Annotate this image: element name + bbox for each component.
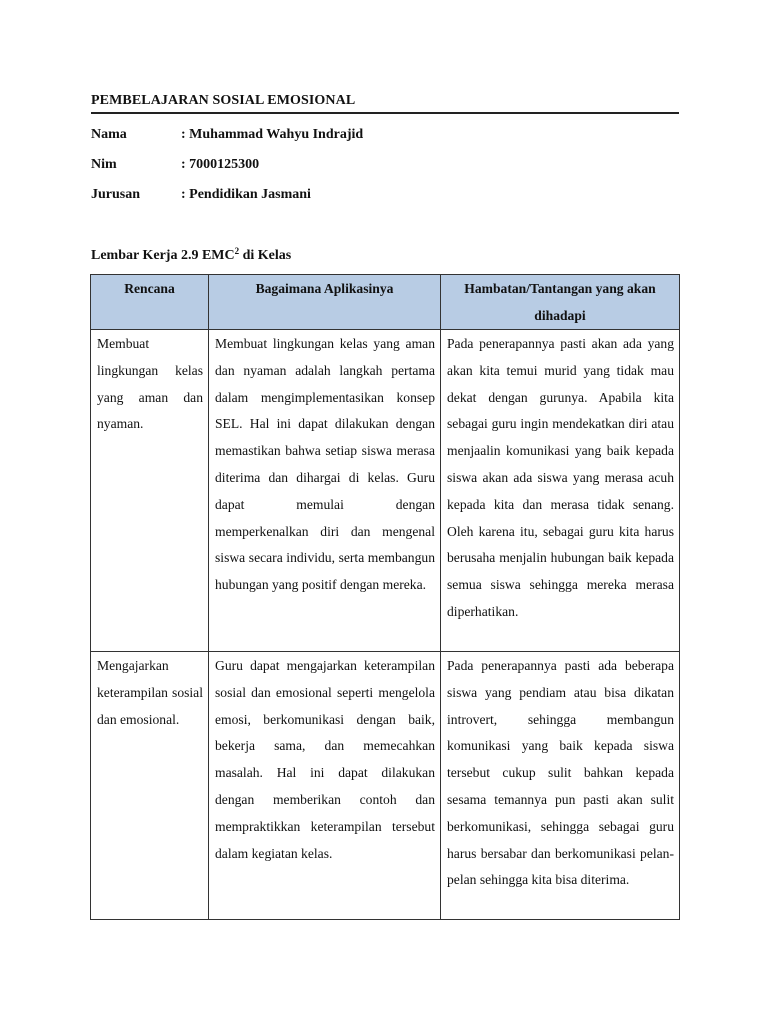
cell-rencana: Mengajarkan keterampilan sosial dan emosional. — [91, 652, 209, 920]
cell-hambatan: Pada penerapannya pasti ada beberapa siswa yang pendiam atau bisa dikatan introvert, sehingga membangun komunikasi yang baik kepada siswa tersebut cukup sulit bahkan kepada sesama temannya pun pasti akan sulit berkomunikasi, sehingga sebagai guru harus bersabar dan berkomunikasi pelan-pelan sehingga kita bisa diterima. — [441, 652, 680, 920]
info-value-nama: : Muhammad Wahyu Indrajid — [181, 127, 364, 142]
table-row — [91, 330, 680, 652]
info-label-nama: Nama — [91, 127, 127, 142]
cell-rencana: Membuat lingkungan kelas yang aman dan nyaman. — [91, 330, 209, 652]
cell-aplikasi: Membuat lingkungan kelas yang aman dan nyaman adalah langkah pertama dalam mengimplementasikan konsep SEL. Hal ini dapat dilakukan dengan memastikan bahwa setiap siswa merasa diterima dan dihargai di kelas. Guru dapat memulai dengan memperkenalkan diri dan mengenal siswa secara individu, serta membangun hubungan yang positif dengan mereka. — [209, 330, 441, 652]
header-hambatan: Hambatan/Tantangan yang akan dihadapi — [441, 275, 680, 330]
info-value-nim: : 7000125300 — [181, 157, 260, 172]
worksheet-title-superscript: 2 — [234, 246, 240, 256]
worksheet-title-prefix: Lembar Kerja 2.9 EMC — [91, 248, 235, 263]
worksheet-title-suffix: di Kelas — [239, 248, 292, 263]
worksheet-table — [90, 274, 680, 920]
header-aplikasi: Bagaimana Aplikasinya — [209, 275, 441, 330]
header-rencana: Rencana — [91, 275, 209, 330]
info-value-jurusan: : Pendidikan Jasmani — [181, 187, 311, 202]
table-row — [91, 652, 680, 920]
info-label-jurusan: Jurusan — [91, 187, 141, 202]
info-label-nim: Nim — [91, 157, 117, 172]
table-header-row — [91, 275, 680, 330]
cell-hambatan: Pada penerapannya pasti akan ada yang akan kita temui murid yang tidak mau dekat dengan gurunya. Apabila kita sebagai guru ingin mendekatkan diri atau menjaalin komunikasi yang baik kepada siswa akan ada siswa yang merasa acuh kepada kita dan merasa tidak senang. Oleh karena itu, sebagai guru kita harus berusaha menjalin hubungan baik kepada semua siswa sehingga mereka merasa diperhatikan. — [441, 330, 680, 652]
cell-aplikasi: Guru dapat mengajarkan keterampilan sosial dan emosional seperti mengelola emosi, berkomunikasi dengan baik, bekerja sama, dan memecahkan masalah. Hal ini dapat dilakukan dengan memberikan contoh dan mempraktikkan keterampilan tersebut dalam kegiatan kelas. — [209, 652, 441, 920]
worksheet-title — [91, 246, 291, 264]
document-title: PEMBELAJARAN SOSIAL EMOSIONAL — [91, 93, 679, 114]
